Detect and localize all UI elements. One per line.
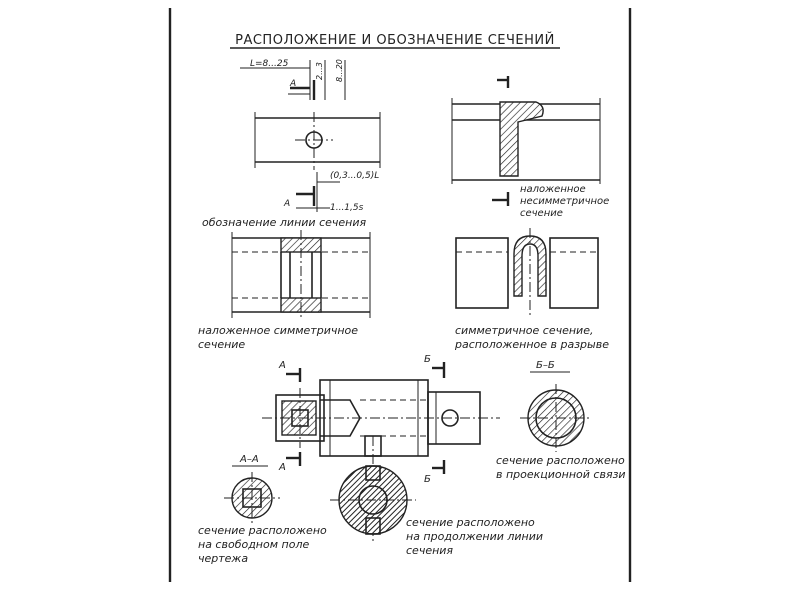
caption-sym-1: наложенное симметричное	[198, 324, 359, 337]
asymmetric-section-shape	[500, 102, 543, 176]
caption-free-1: сечение расположено	[198, 524, 327, 537]
label-b-top: Б	[424, 354, 431, 365]
label-bb: Б–Б	[536, 360, 555, 371]
caption-projection-1: сечение расположено	[496, 454, 625, 467]
caption-cont-2: на продолжении линии	[406, 530, 544, 543]
shaft-part-figure	[262, 354, 500, 485]
caption-asym-2: несимметричное	[520, 196, 610, 207]
label-a-top: А	[279, 360, 286, 371]
section-bb-figure	[496, 360, 626, 481]
section-in-break-figure	[454, 228, 609, 351]
dim-s: 1...1,5s	[330, 203, 364, 213]
caption-cut-line: обозначение линии сечения	[202, 216, 367, 229]
section-aa-figure	[198, 454, 327, 565]
dim-h2: 8...20	[335, 59, 344, 82]
caption-projection-2: в проекционной связи	[496, 468, 626, 481]
caption-break-2: расположенное в разрыве	[455, 338, 609, 351]
dim-ratio: (0,3...0,5)L	[330, 171, 380, 181]
caption-asym-1: наложенное	[520, 184, 586, 195]
caption-free-2: на свободном поле	[198, 538, 310, 551]
dim-l: L=8...25	[250, 59, 289, 69]
dim-a-bottom: А	[284, 199, 291, 209]
caption-free-3: чертежа	[198, 552, 249, 565]
sheet-title: РАСПОЛОЖЕНИЕ И ОБОЗНАЧЕНИЕ СЕЧЕНИЙ	[235, 33, 555, 48]
label-a-bottom: А	[279, 462, 286, 473]
dim-a-top: А	[290, 79, 297, 89]
caption-sym-2: сечение	[198, 338, 246, 351]
overlaid-symmetric-section-figure	[198, 230, 370, 351]
label-b-bottom: Б	[424, 474, 431, 485]
caption-cont-3: сечения	[406, 544, 454, 557]
caption-asym-3: сечение	[520, 208, 563, 219]
caption-break-1: симметричное сечение,	[455, 324, 594, 337]
overlaid-asymmetric-section-figure	[452, 76, 609, 219]
label-aa: А–А	[240, 454, 259, 465]
caption-cont-1: сечение расположено	[406, 516, 535, 529]
cut-line-designation-figure	[202, 59, 380, 229]
dim-h1: 2...3	[315, 62, 324, 80]
